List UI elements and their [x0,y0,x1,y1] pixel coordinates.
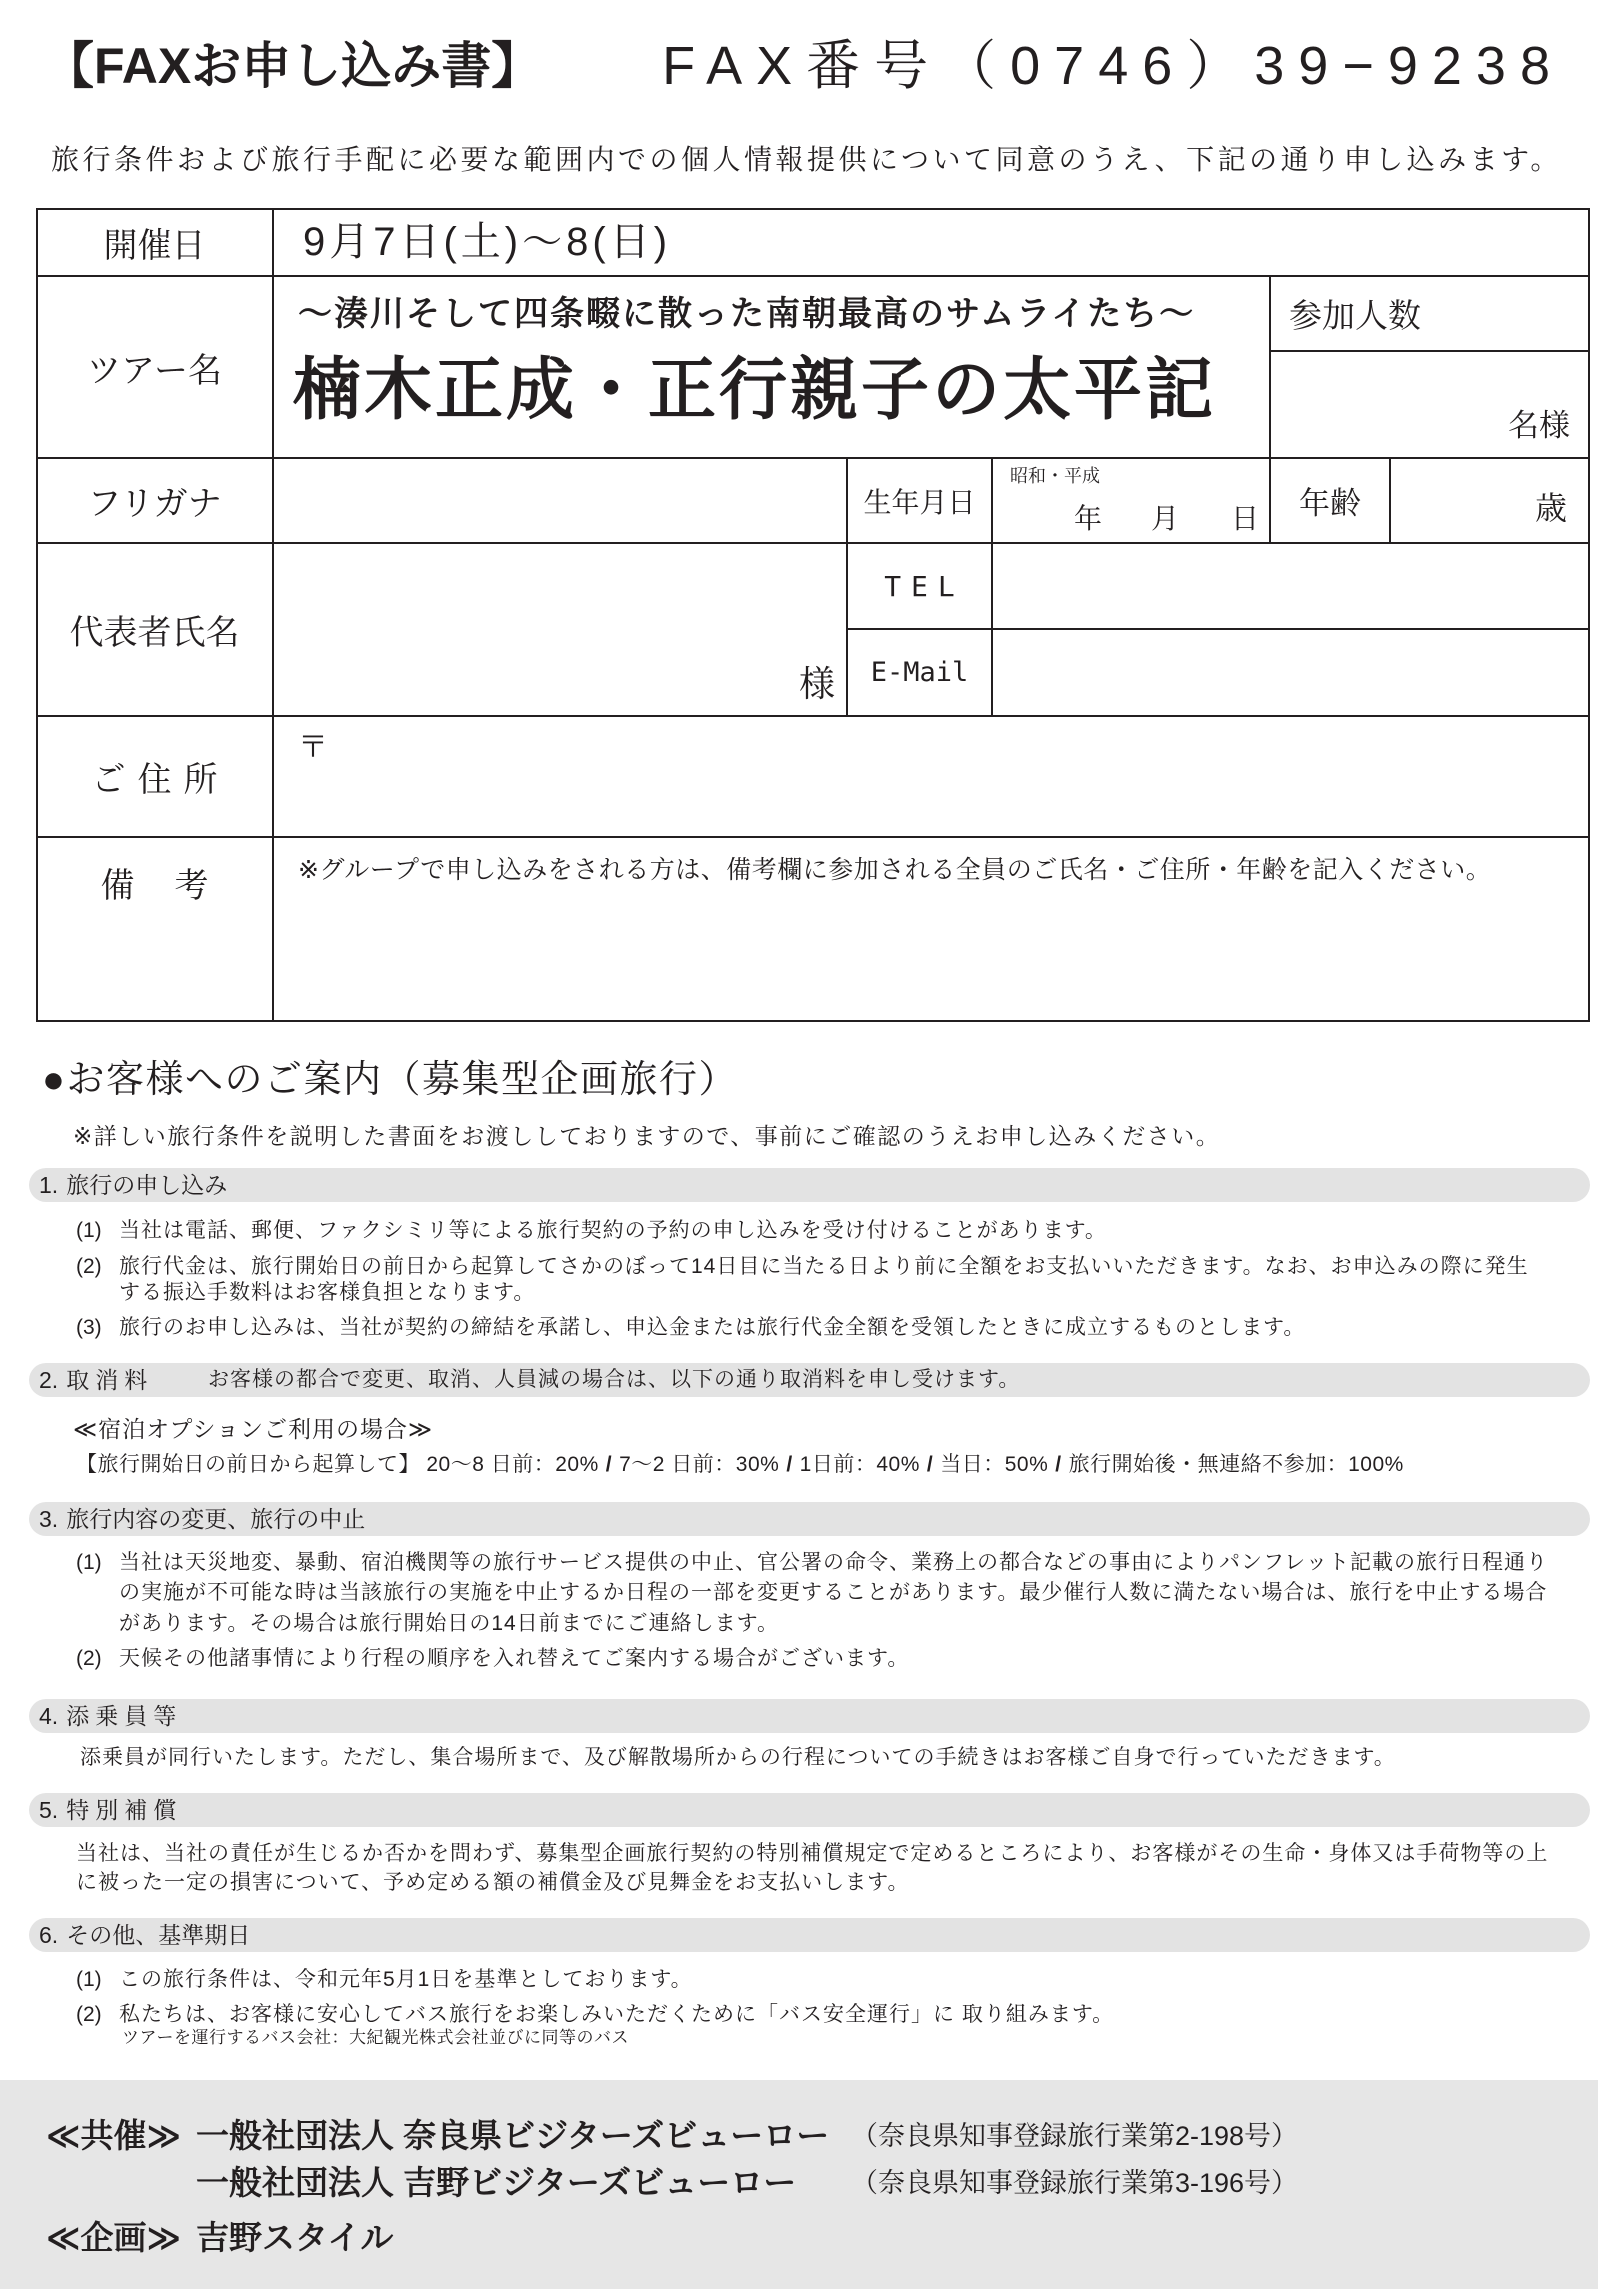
item-text: この旅行条件は、令和元年5月1日を基準としております。 [119,1968,693,1991]
age-unit: 歳 [1534,490,1567,526]
section-text: に被った一定の損害について、予め定める額の補償金及び見舞金をお支払いします。 [76,1871,910,1894]
item-text: 当社は電話、郵便、ファクシミリ等による旅行契約の予約の申し込みを受け付けることがあります。 [119,1219,1107,1242]
section-number: 4. [39,1703,59,1729]
address-field[interactable] [275,718,1588,835]
item-text-continued: する振込手数料はお客様負担となります。 [119,1281,536,1304]
participants-unit: 名様 [1508,408,1570,443]
participants-divider [1270,350,1590,352]
section-bar-changes [29,1502,1590,1536]
section-number: 5. [39,1797,59,1823]
fax-number: FAX番号（0746）39−9238 [662,36,1564,96]
email-label: E-Mail [870,657,969,688]
item-number: (2) [76,1647,102,1670]
separator: / [786,1453,793,1476]
section-bar-special-compensation [29,1793,1590,1827]
section-note: お客様の都合で変更、取消、人員減の場合は、以下の通り取消料を申し受けます。 [208,1368,1021,1391]
section-text: 当社は、当社の責任が生じるか否かを問わず、募集型企画旅行契約の特別補償規定で定めるところにより、お客様がその生命・身体又は手荷物等の上 [76,1842,1549,1865]
section-number: 1. [39,1172,59,1198]
furigana-field[interactable] [275,460,845,541]
tel-field[interactable] [994,545,1588,627]
list-item [76,1967,693,1993]
list-item [76,1315,1305,1341]
birthdate-label: 生年月日 [863,486,976,518]
organizer-name: 一般社団法人 奈良県ビジターズビューロー [196,2117,830,2154]
section-title: その他、基準期日 [66,1922,251,1948]
year-unit: 年 [1074,503,1103,534]
date-value: 9月7日(土)〜8(日) [303,220,672,264]
honorific-suffix: 様 [798,663,835,704]
list-item [76,1254,1529,1280]
representative-name-field[interactable] [275,545,845,714]
item-text: 当社は天災地変、暴動、宿泊機関等の旅行サービス提供の中止、官公署の命令、業務上の都合などの事由によりパンフレット記載の旅行日程通り [119,1551,1548,1574]
cancellation-subheading: ≪宿泊オプションご利用の場合≫ [73,1416,434,1442]
address-label: ご住所 [91,761,230,799]
remarks-note: ※グループで申し込みをされる方は、備考欄に参加される全員のご氏名・ご住所・年齢を記入ください。 [298,856,1492,884]
section-title: 旅行内容の変更、旅行の中止 [66,1506,366,1532]
organizer-name: 一般社団法人 吉野ビジターズビューロー [196,2164,797,2201]
item-number: (1) [76,1219,102,1242]
item-text: 旅行のお申し込みは、当社が契約の締結を承諾し、申込金または旅行代金全額を受領したときに成立するものとします。 [119,1316,1306,1339]
section-title: 旅行の申し込み [66,1172,228,1198]
item-text: 天候その他諸事情により行程の順序を入れ替えてご案内する場合がございます。 [119,1647,910,1670]
form-title: 【FAXお申し込み書】 [44,38,542,94]
item-number: (2) [76,1255,102,1278]
organizer-registration: （奈良県知事登録旅行業第3-196号） [851,2168,1299,2198]
section-number: 2. [39,1367,59,1393]
section-number: 6. [39,1922,59,1948]
planner-name: 吉野スタイル [196,2219,394,2256]
cohost-label: ≪共催≫ [46,2117,182,2154]
item-text-continued: があります。その場合は旅行開始日の14日前までにご連絡します。 [119,1612,779,1635]
tour-label: ツアー名 [87,351,222,390]
list-item [76,1218,1107,1244]
list-item [76,1646,909,1672]
separator: / [605,1453,613,1476]
section-bar-other [29,1918,1590,1952]
participants-label: 参加人数 [1289,297,1421,334]
age-label: 年齢 [1299,486,1361,521]
email-field[interactable] [994,631,1588,714]
furigana-label: フリガナ [87,485,222,523]
item-number: (1) [76,1551,102,1574]
remarks-label: 備考 [100,867,249,905]
section-bar-tour-conductor [29,1699,1590,1733]
planner-label: ≪企画≫ [46,2219,182,2256]
section-bar-application [29,1168,1590,1202]
cancellation-terms [76,1452,1404,1478]
item-number: (3) [76,1316,102,1339]
consent-text: 旅行条件および旅行手配に必要な範囲内での個人情報提供について同意のうえ、下記の通り申し込みます。 [51,144,1562,175]
item-number: (2) [76,2003,102,2026]
guide-intro: ※詳しい旅行条件を説明した書面をお渡ししておりますので、事前にご確認のうえお申し込みください。 [73,1123,1221,1149]
term: 旅行開始後・無連絡不参加：100% [1068,1453,1404,1476]
tel-label: TEL [884,569,965,603]
list-item [76,2002,1114,2028]
section-text: 添乗員が同行いたします。ただし、集合場所まで、及び解散場所からの行程についての手続きはお客様ご自身で行っていただきます。 [80,1746,1396,1769]
section-title: 添乗員等 [66,1703,183,1729]
guide-heading: ●お客様へのご案内（募集型企画旅行） [42,1059,738,1101]
list-item [76,1550,1548,1576]
date-label: 開催日 [103,226,206,265]
section-number: 3. [39,1506,59,1532]
terms-lead: 【旅行開始日の前日から起算して】 [76,1453,420,1476]
term: 7〜2 日前：30% [619,1453,780,1476]
postal-mark: 〒 [298,731,328,764]
term: 20〜8 日前：20% [426,1453,599,1476]
era-note: 昭和・平成 [1010,466,1100,486]
separator: / [1055,1453,1062,1476]
section-title: 取消料 [66,1367,154,1393]
item-text: 旅行代金は、旅行開始日の前日から起算してさかのぼって14日目に当たる日より前に全額をお支払いいただきます。なお、お申込みの際に発生 [119,1255,1529,1278]
day-unit: 日 [1231,503,1260,534]
item-number: (1) [76,1968,102,1991]
item-text-continued: の実施が不可能な時は当該旅行の実施を中止するか日程の一部を変更することがあります。最少催行人数に満たない場合は、旅行を中止する場合 [119,1581,1548,1604]
bus-company-note: ツアーを運行するバス会社：大紀観光株式会社並びに同等のバス [122,2028,629,2047]
organizer-registration: （奈良県知事登録旅行業第2-198号） [851,2121,1299,2151]
item-text: 私たちは、お客様に安心してバス旅行をお楽しみいただくために「バス安全運行」に 取り組みます。 [119,2003,1115,2026]
section-title: 特別補償 [66,1797,183,1823]
term: 1日前：40% [799,1453,920,1476]
month-unit: 月 [1151,503,1180,534]
section-bar-cancellation [29,1363,1590,1397]
tour-subtitle: 〜湊川そして四条畷に散った南朝最高のサムライたち〜 [298,295,1196,333]
tour-title: 楠木正成・正行親子の太平記 [293,352,1217,428]
separator: / [926,1453,934,1476]
term: 当日：50% [940,1453,1049,1476]
representative-label: 代表者氏名 [69,614,240,652]
